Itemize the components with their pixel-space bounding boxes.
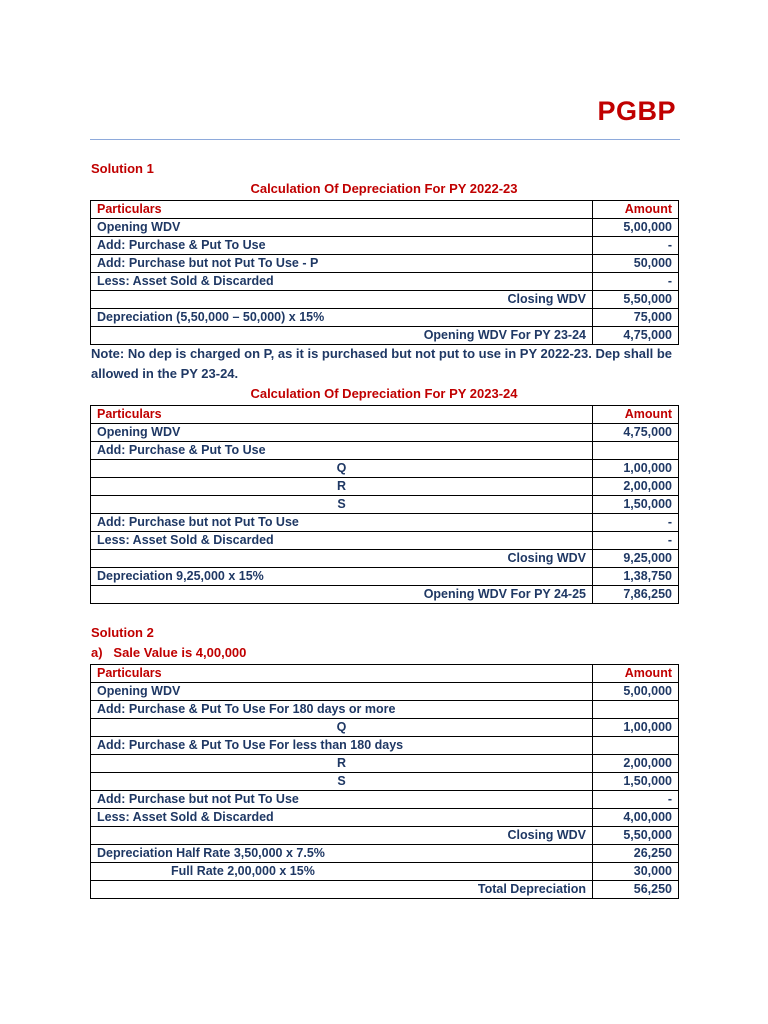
table3	[90, 664, 679, 899]
table-row	[91, 237, 679, 255]
row-amount: 9,25,000	[593, 550, 679, 568]
row-label: S	[91, 496, 593, 514]
table-row	[91, 773, 679, 791]
header-amount: Amount	[593, 665, 679, 683]
row-amount: 5,00,000	[593, 683, 679, 701]
row-label: Less: Asset Sold & Discarded	[91, 532, 593, 550]
solution1-heading: Solution 1	[91, 161, 154, 176]
row-label: Opening WDV	[91, 683, 593, 701]
row-amount: 4,75,000	[593, 424, 679, 442]
row-amount: 1,50,000	[593, 773, 679, 791]
row-amount: 56,250	[593, 881, 679, 899]
table-row	[91, 327, 679, 345]
row-amount: 7,86,250	[593, 586, 679, 604]
table-row	[91, 219, 679, 237]
row-label: Add: Purchase & Put To Use	[91, 237, 593, 255]
table-row	[91, 532, 679, 550]
solution2-heading: Solution 2	[91, 625, 154, 640]
table-row	[91, 791, 679, 809]
table-row	[91, 809, 679, 827]
row-label: R	[91, 755, 593, 773]
header-particulars: Particulars	[91, 201, 593, 219]
row-amount: 4,00,000	[593, 809, 679, 827]
header-divider	[90, 139, 680, 140]
table-row	[91, 442, 679, 460]
row-label: Opening WDV For PY 24-25	[91, 586, 593, 604]
row-label: Add: Purchase but not Put To Use - P	[91, 255, 593, 273]
row-label: Closing WDV	[91, 550, 593, 568]
row-label: Add: Purchase but not Put To Use	[91, 791, 593, 809]
row-label: Opening WDV	[91, 219, 593, 237]
row-amount: 26,250	[593, 845, 679, 863]
table-row	[91, 460, 679, 478]
table-row	[91, 827, 679, 845]
table-row	[91, 309, 679, 327]
row-amount: 50,000	[593, 255, 679, 273]
row-label: Full Rate 2,00,000 x 15%	[91, 863, 593, 881]
row-amount: 5,50,000	[593, 827, 679, 845]
row-label: Add: Purchase & Put To Use For 180 days or more	[91, 701, 593, 719]
table-row	[91, 845, 679, 863]
row-label: Less: Asset Sold & Discarded	[91, 273, 593, 291]
row-amount: 1,00,000	[593, 719, 679, 737]
row-label: Add: Purchase & Put To Use	[91, 442, 593, 460]
row-amount	[593, 701, 679, 719]
row-label: Add: Purchase & Put To Use For less than 180 days	[91, 737, 593, 755]
row-amount: -	[593, 273, 679, 291]
table-row	[91, 701, 679, 719]
table-row	[91, 424, 679, 442]
table-row	[91, 291, 679, 309]
row-amount	[593, 737, 679, 755]
row-label: Depreciation 9,25,000 x 15%	[91, 568, 593, 586]
row-label: Q	[91, 460, 593, 478]
row-label: Total Depreciation	[91, 881, 593, 899]
row-amount: -	[593, 791, 679, 809]
row-amount: 30,000	[593, 863, 679, 881]
row-label: Opening WDV	[91, 424, 593, 442]
row-amount: 2,00,000	[593, 478, 679, 496]
table-row	[91, 737, 679, 755]
table-row	[91, 514, 679, 532]
row-amount: 1,50,000	[593, 496, 679, 514]
row-label: Less: Asset Sold & Discarded	[91, 809, 593, 827]
table-row	[91, 478, 679, 496]
table-header-row	[91, 406, 679, 424]
row-label: Closing WDV	[91, 827, 593, 845]
table-row	[91, 273, 679, 291]
row-amount: -	[593, 237, 679, 255]
table2-caption: Calculation Of Depreciation For PY 2023-24	[250, 386, 518, 401]
table-row	[91, 586, 679, 604]
table1-caption: Calculation Of Depreciation For PY 2022-23	[250, 181, 518, 196]
row-amount: -	[593, 514, 679, 532]
row-label: R	[91, 478, 593, 496]
table1	[90, 200, 679, 345]
note-text: Note: No dep is charged on P, as it is purchased but not put to use in PY 2022-23. Dep shall be allowed in the PY 23-24.	[91, 346, 673, 381]
table-row	[91, 863, 679, 881]
row-label: Depreciation (5,50,000 – 50,000) x 15%	[91, 309, 593, 327]
table-row	[91, 683, 679, 701]
table-row	[91, 755, 679, 773]
row-label: Q	[91, 719, 593, 737]
row-label: Add: Purchase but not Put To Use	[91, 514, 593, 532]
table-row	[91, 550, 679, 568]
header-amount: Amount	[593, 406, 679, 424]
header-particulars: Particulars	[91, 665, 593, 683]
table-row	[91, 496, 679, 514]
row-amount: 5,00,000	[593, 219, 679, 237]
row-amount	[593, 442, 679, 460]
table-row	[91, 719, 679, 737]
table-header-row	[91, 201, 679, 219]
row-label: Opening WDV For PY 23-24	[91, 327, 593, 345]
table-row	[91, 881, 679, 899]
header-amount: Amount	[593, 201, 679, 219]
table-header-row	[91, 665, 679, 683]
table-row	[91, 255, 679, 273]
header-particulars: Particulars	[91, 406, 593, 424]
row-label: S	[91, 773, 593, 791]
row-label: Depreciation Half Rate 3,50,000 x 7.5%	[91, 845, 593, 863]
page-title: PGBP	[597, 96, 676, 126]
table-row	[91, 568, 679, 586]
row-label: Closing WDV	[91, 291, 593, 309]
row-amount: 4,75,000	[593, 327, 679, 345]
table2	[90, 405, 679, 604]
row-amount: -	[593, 532, 679, 550]
row-amount: 1,38,750	[593, 568, 679, 586]
row-amount: 5,50,000	[593, 291, 679, 309]
row-amount: 75,000	[593, 309, 679, 327]
row-amount: 1,00,000	[593, 460, 679, 478]
row-amount: 2,00,000	[593, 755, 679, 773]
solution2-subheading: a) Sale Value is 4,00,000	[91, 645, 247, 660]
